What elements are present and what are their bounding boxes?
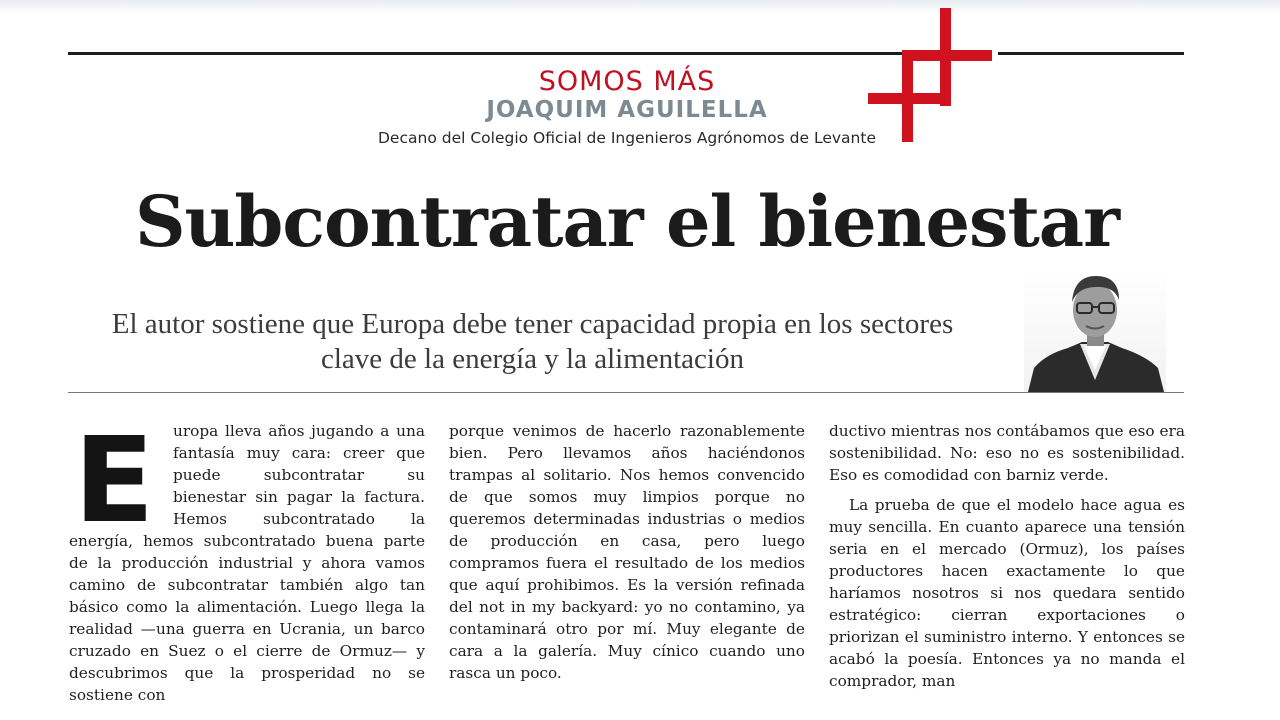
article-column-1 [69, 411, 425, 706]
column-divider-rule [68, 392, 1184, 393]
column-2-text: porque venimos de hacerlo razonablemente bien. Pero llevamos años haciéndonos trampas al solitario. Nos hemos convencido de que somos muy limpios porque no queremos determinadas industrias o medios de producción en casa, pero luego compramos fuera el resultado de los medios que aquí prohibimos. Es la versión refinada del not in my backyard: yo no contamino, ya contaminará otro por mí. Muy elegante de cara a la galería. Muy cínico cuando uno rasca un poco. [449, 422, 805, 682]
article-column-2 [449, 420, 805, 684]
column-3-paragraph-1: ductivo mientras nos contábamos que eso era sostenibilidad. No: eso no es sostenibilidad. Eso es comodidad con barniz verde. [829, 422, 1185, 484]
header-rule-left [68, 52, 906, 55]
author-portrait [1024, 270, 1166, 392]
column-3-paragraph-2: La prueba de que el modelo hace agua es muy sencilla. En cuanto aparece una tensión seria en el mercado (Ormuz), los países productores hacen exactamente lo que haríamos nosotros si nos quedara sentido estratégico: cierran exportaciones o priorizan el suministro interno. Y entonces se acabó la poesía. Entonces ya no manda el comprador, man [829, 496, 1185, 690]
header-rule-right [998, 52, 1184, 55]
top-edge [0, 0, 1280, 14]
author-role: Decano del Colegio Oficial de Ingenieros Agrónomos de Levante [378, 129, 876, 147]
author-name: JOAQUIM AGUILELLA [486, 97, 768, 123]
subheadline: El autor sostiene que Europa debe tener capacidad propia en los sectores clave de la energía y la alimentación [111, 308, 954, 375]
drop-cap: E [73, 411, 155, 549]
section-title: SOMOS MÁS [538, 66, 716, 97]
article-column-3 [829, 420, 1185, 692]
headline: Subcontratar el bienestar [134, 180, 1120, 263]
column-1-text: uropa lleva años jugando a una fantasía muy cara: creer que puede subcontratar su bienestar sin pagar la factura. Hemos subcontratado la energía, hemos subcontratado buena parte de la producción industrial y ahora vamos camino de subcontratar también algo tan básico como la alimentación. Luego llega la realidad —una guerra en Ucrania, un barco cruzado en Suez o el cierre de Ormuz— y descubrimos que la prosperidad no se sostiene con [69, 422, 425, 704]
